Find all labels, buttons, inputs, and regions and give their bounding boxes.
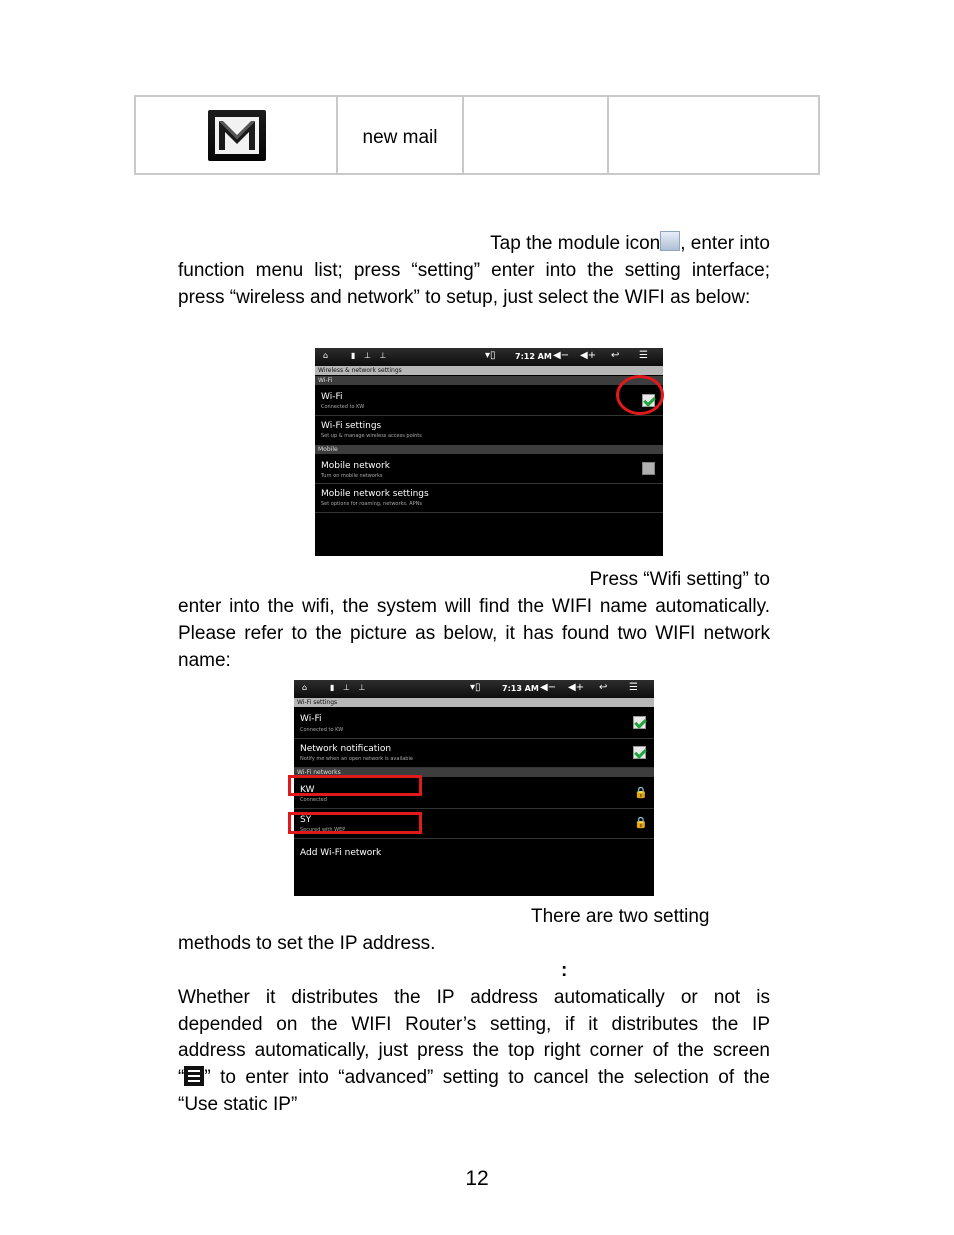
highlight-circle (616, 375, 664, 415)
app-label: new mail (362, 127, 438, 148)
row-title: Wi-Fi (321, 392, 343, 402)
para1-tail: , enter into (680, 233, 770, 254)
row-mobile-network-settings[interactable] (315, 484, 663, 513)
row-wifi-settings[interactable] (315, 416, 663, 446)
home-icon: ⌂ (323, 351, 329, 360)
module-icon (660, 231, 680, 251)
para2-line1: Press “Wifi setting” to (589, 569, 770, 590)
volume-down-icon: ◀− (540, 682, 557, 693)
clock: 7:12 AM (515, 352, 552, 361)
volume-down-icon: ◀− (553, 350, 570, 361)
row-subtitle: Connected to KW (300, 727, 344, 733)
screen-header: Wireless & network settings (315, 366, 663, 375)
network-name: SY (300, 815, 312, 825)
para3-line1: There are two setting (531, 906, 710, 927)
section-mobile: Mobile (315, 445, 663, 454)
menu-icon: ☰ (639, 350, 648, 361)
row-wifi[interactable] (315, 386, 663, 416)
table-cell-empty (609, 97, 818, 173)
back-icon: ↩ (599, 682, 608, 693)
row-add-network[interactable] (294, 839, 654, 868)
highlight-box-sy (288, 812, 422, 834)
app-table (134, 95, 820, 175)
row-title: Add Wi-Fi network (300, 848, 382, 858)
back-icon: ↩ (611, 350, 620, 361)
volume-up-icon: ◀+ (568, 682, 585, 693)
para4-line5: “Use static IP” (178, 1094, 298, 1115)
menu-icon: ☰ (629, 682, 638, 693)
wifi-checkbox[interactable] (633, 716, 646, 729)
notification-icons: ▮ ⊥ ⊥ (351, 351, 390, 360)
highlight-box-kw (288, 775, 422, 796)
table-cell-empty (464, 97, 609, 173)
row-subtitle: Notify me when an open network is available (300, 756, 413, 762)
section-wifi-networks: Wi-Fi networks (294, 768, 654, 777)
row-title: Wi-Fi (300, 714, 322, 724)
para1-line3: press “wireless and network” to setup, just select the WIFI as below: (178, 287, 751, 308)
row-network-notification[interactable] (294, 739, 654, 768)
menu-icon (184, 1066, 204, 1086)
volume-up-icon: ◀+ (580, 350, 597, 361)
home-icon: ⌂ (302, 683, 308, 692)
para1-line1 (178, 230, 770, 257)
row-subtitle: Set options for roaming, networks, APNs (321, 501, 422, 507)
row-subtitle: Turn on mobile networks (321, 473, 383, 479)
table-cell-label (338, 97, 464, 173)
open-quote: “ (178, 1067, 185, 1088)
gmail-m-icon (208, 110, 266, 161)
para4-line4-text: ” to enter into “advanced” setting to cancel the selection of the (204, 1067, 770, 1088)
notification-checkbox[interactable] (633, 746, 646, 759)
wifi-lock-icon: 🔒 (634, 786, 648, 799)
para1-line2: function menu list; press “setting” enter into the setting interface; (178, 260, 770, 281)
para4-line2: depended on the WIFI Router’s setting, if it distributes the IP (178, 1014, 770, 1035)
row-subtitle: Set up & manage wireless access points (321, 433, 422, 439)
para4-line3: address automatically, just press the top right corner of the screen (178, 1040, 770, 1061)
row-mobile-network[interactable] (315, 455, 663, 484)
signal-icon: ▾▯ (485, 350, 496, 361)
para4-line1: Whether it distributes the IP address automatically or not is (178, 987, 770, 1008)
network-status: Connected (300, 797, 327, 803)
network-status: Secured with WEP (300, 827, 346, 833)
row-title: Network notification (300, 744, 392, 754)
wireless-settings-screenshot (315, 348, 663, 556)
signal-icon: ▾▯ (470, 682, 481, 693)
screen-header: Wi-Fi settings (294, 698, 654, 707)
row-title: Wi-Fi settings (321, 421, 382, 431)
para3-colon: : (561, 960, 568, 981)
table-cell-icon (136, 97, 338, 173)
wifi-settings-screenshot (294, 680, 654, 896)
wifi-lock-icon: 🔒 (634, 816, 648, 829)
status-bar (315, 348, 663, 366)
page-number: 12 (465, 1167, 489, 1190)
network-name: KW (300, 785, 315, 795)
para2-line2: enter into the wifi, the system will find the WIFI name automatically. (178, 596, 770, 617)
row-wifi[interactable] (294, 708, 654, 739)
clock: 7:13 AM (502, 684, 539, 693)
row-subtitle: Connected to KW (321, 404, 365, 410)
para1-lead: Tap the module icon (490, 233, 661, 254)
para3-line2: methods to set the IP address. (178, 933, 436, 954)
notification-icons: ▮ ⊥ ⊥ (330, 683, 369, 692)
para2-line3: Please refer to the picture as below, it has found two WIFI network (178, 623, 770, 644)
status-bar (294, 680, 654, 698)
para4-line4 (178, 1064, 770, 1091)
para2-line4: name: (178, 650, 231, 671)
mobile-network-checkbox[interactable] (642, 462, 655, 475)
row-title: Mobile network (321, 461, 390, 471)
row-title: Mobile network settings (321, 489, 429, 499)
section-wifi: Wi-Fi (315, 376, 663, 385)
